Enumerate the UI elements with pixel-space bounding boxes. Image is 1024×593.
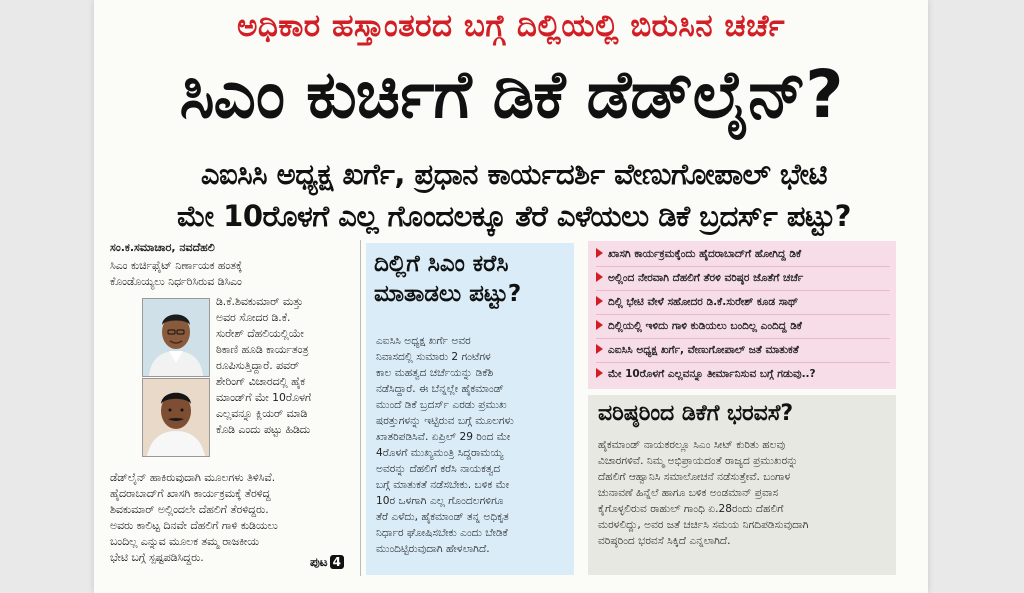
portrait-image bbox=[143, 379, 209, 456]
text-line: ವಿಚಾರಗಳಿವೆ. ನಿಮ್ಮ ಅಭಿಪ್ರಾಯದಂತೆ ರಾಜ್ಯದ ಪ್ರಮುಖರನ್ನು bbox=[598, 455, 798, 467]
text-line: ಕೊಡಿ ಎಂದು ಪಟ್ಟು ಹಿಡಿದು bbox=[216, 423, 311, 436]
text-line: ಭೇಟಿ ಬಗ್ಗೆ ಸ್ಪಷ್ಟಪಡಿಸಿದ್ದರು. bbox=[110, 551, 204, 564]
text-line: ಶೇರಿಂಗ್ ವಿಚಾರದಲ್ಲಿ ಹೈಕ bbox=[216, 375, 306, 388]
text-line: ನಿರ್ಧಾರ ಘೋಷಿಸಬೇಕು ಎಂದು ಬೇಡಿಕೆ bbox=[376, 527, 508, 539]
text-line: ಮುಂದೆ ಡಿಕೆ ಬ್ರದರ್ಸ್ ಎರಡು ಪ್ರಮುಖ bbox=[376, 399, 507, 411]
text-line: 4ರೊಳಗೆ ಮುಖ್ಯಮಂತ್ರಿ ಸಿದ್ದರಾಮಯ್ಯ bbox=[376, 447, 504, 459]
sidebar-box-cm-call bbox=[366, 243, 574, 575]
text-line: ಸುರೇಶ್ ದೆಹಲಿಯಲ್ಲಿಯೇ bbox=[216, 327, 304, 340]
photo-dk-suresh bbox=[142, 378, 210, 457]
highlight-item: ಎಐಸಿಸಿ ಅಧ್ಯಕ್ಷ ಖರ್ಗೆ, ವೇಣುಗೋಪಾಲ್ ಜತೆ ಮಾತುಕತೆ bbox=[596, 340, 892, 360]
text-line: ಮರಳಲಿದ್ದು, ಅವರ ಜತೆ ಚರ್ಚಿಸಿ ಸಮಯ ನಿಗದಿಪಡಿಸುವುದಾಗಿ bbox=[598, 519, 809, 531]
kicker-headline: ಅಧಿಕಾರ ಹಸ್ತಾಂತರದ ಬಗ್ಗೆ ದಿಲ್ಲಿಯಲ್ಲಿ ಬಿರುಸಿನ ಚರ್ಚೆ bbox=[236, 8, 786, 44]
text-line: ಷರತ್ತುಗಳನ್ನು ಇಟ್ಟಿರುವ ಬಗ್ಗೆ ಮೂಲಗಳು bbox=[376, 415, 514, 427]
text-line: 10ರ ಒಳಗಾಗಿ ಎಲ್ಲ ಗೊಂದಲಗಳಿಗೂ bbox=[376, 495, 504, 507]
column-divider bbox=[360, 240, 361, 576]
text-line: ಡೆಡ್‌ಲೈನ್ ಹಾಕಿರುವುದಾಗಿ ಮೂಲಗಳು ತಿಳಿಸಿವೆ. bbox=[110, 471, 276, 484]
divider bbox=[596, 266, 890, 267]
text-line: ಕಾಲ ಮಹತ್ವದ ಚರ್ಚೆಯನ್ನು ಡಿಕೆಶಿ bbox=[376, 367, 494, 379]
divider bbox=[596, 362, 890, 363]
box-heading: ವರಿಷ್ಠರಿಂದ ಡಿಕೆಗೆ ಭರವಸೆ? bbox=[598, 401, 794, 426]
newspaper-page bbox=[94, 0, 928, 593]
text-line: ವರಿಷ್ಠರಿಂದ ಭರವಸೆ ಸಿಕ್ಕಿದೆ ಎನ್ನಲಾಗಿದೆ. bbox=[598, 535, 731, 547]
highlights-box bbox=[588, 241, 896, 389]
box-body bbox=[376, 333, 566, 557]
article-lead bbox=[110, 258, 356, 290]
text-line: ನಿವಾಸದಲ್ಲಿ ಸುಮಾರು 2 ಗಂಟೆಗಳ bbox=[376, 351, 491, 363]
text-line: ಠಿಕಾಣಿ ಹೂಡಿ ಕಾರ್ಯತಂತ್ರ bbox=[216, 343, 309, 356]
text-line: ಅವರನ್ನು ದೆಹಲಿಗೆ ಕರೆಸಿ ನಾಯಕತ್ವದ bbox=[376, 463, 501, 475]
text-line: ಡಿ.ಕೆ.ಶಿವಕುಮಾರ್ ಮತ್ತು bbox=[216, 295, 304, 308]
text-line: ರೂಪಿಸುತ್ತಿದ್ದಾರೆ. ಪವರ್ bbox=[216, 359, 300, 372]
divider bbox=[596, 290, 890, 291]
subheadline-1: ಎಐಸಿಸಿ ಅಧ್ಯಕ್ಷ ಖರ್ಗೆ, ಪ್ರಧಾನ ಕಾರ್ಯದರ್ಶಿ ವೇಣುಗೋಪಾಲ್ ಭೇಟಿ bbox=[200, 157, 828, 191]
continued-on-page[interactable] bbox=[310, 555, 344, 570]
main-headline: ಸಿಎಂ ಕುರ್ಚಿಗೆ ಡಿಕೆ ಡೆಡ್‌ಲೈನ್? bbox=[179, 56, 843, 133]
portrait-image bbox=[143, 299, 209, 376]
divider bbox=[596, 314, 890, 315]
text-line: ಶಿವಕುಮಾರ್ ಅಲ್ಲಿಂದಲೇ ದೆಹಲಿಗೆ ತೆರಳಿದ್ದರು. bbox=[110, 503, 269, 516]
text-line: ಅವರ ಸೋದರ ಡಿ.ಕೆ. bbox=[216, 311, 291, 324]
heading-line: ಮಾತಾಡಲು ಪಟ್ಟು? bbox=[374, 281, 522, 307]
text-line: ಬಗ್ಗೆ ಮಾತುಕತೆ ನಡೆಸಬೇಕು. ಬಳಿಕ ಮೇ bbox=[376, 479, 510, 491]
text-line: ಹೈಕಮಾಂಡ್ ನಾಯಕರಲ್ಲೂ ಸಿಎಂ ಸೀಟ್ ಕುರಿತು ಹಲವು bbox=[598, 439, 786, 451]
text-line: ಎಐಸಿಸಿ ಅಧ್ಯಕ್ಷ ಖರ್ಗೆ ಅವರ bbox=[376, 335, 471, 347]
highlight-item: ಮೇ 10ರೊಳಗೆ ಎಲ್ಲವನ್ನೂ ತೀರ್ಮಾನಿಸುವ ಬಗ್ಗೆ ಗಡುವು..? bbox=[596, 364, 892, 384]
text-line: ಮಾಂಡ್‌ಗೆ ಮೇ 10ರೊಳಗೆ bbox=[216, 391, 312, 404]
subheadline-2: ಮೇ 10ರೊಳಗೆ ಎಲ್ಲ ಗೊಂದಲಕ್ಕೂ ತೆರೆ ಎಳೆಯಲು ಡಿಕೆ ಬ್ರದರ್ಸ್ ಪಟ್ಟು? bbox=[176, 199, 851, 233]
article-wrap-text bbox=[216, 294, 356, 438]
text-line: ಸಿಎಂ ಕುರ್ಚಿಫೈಟ್ ನಿರ್ಣಾಯಕ ಹಂತಕ್ಕೆ bbox=[110, 259, 243, 272]
text-line: ದೆಹಲಿಗೆ ಆಹ್ವಾನಿಸಿ ಸಮಾಲೋಚನೆ ನಡೆಸುತ್ತೇವೆ. ಬಂಗಾಳ bbox=[598, 471, 791, 483]
divider bbox=[596, 338, 890, 339]
text-line: ಹೈದರಾಬಾದ್‌ಗೆ ಖಾಸಗಿ ಕಾರ್ಯಕ್ರಮಕ್ಕೆ ತೆರಳಿದ್ದ bbox=[110, 487, 271, 500]
text-line: ಅವರು ಕಾಲಿಟ್ಟ ದಿನವೇ ದೆಹಲಿಗೆ ಗಾಳಿ ಕುಡಿಯಲು bbox=[110, 519, 278, 532]
continued-label: ಪುಟ bbox=[310, 555, 328, 569]
highlight-item: ಅಲ್ಲಿಂದ ನೇರವಾಗಿ ದೆಹಲಿಗೆ ತೆರಳಿ ವರಿಷ್ಠರ ಜೊತೆಗೆ ಚರ್ಚೆ bbox=[596, 268, 892, 288]
highlight-item: ದಿಲ್ಲಿ ಭೇಟಿ ವೇಳೆ ಸಹೋದರ ಡಿ.ಕೆ.ಸುರೇಶ್ ಕೂಡ ಸಾಥ್ bbox=[596, 292, 892, 312]
text-line: ಮುಂದಿಟ್ಟಿರುವುದಾಗಿ ಹೇಳಲಾಗಿದೆ. bbox=[376, 543, 490, 555]
text-line: ಎಲ್ಲವನ್ನೂ ಕ್ಲಿಯರ್ ಮಾಡಿ bbox=[216, 407, 308, 420]
dateline: ಸಂ.ಕ.ಸಮಾಚಾರ, ನವದೆಹಲಿ bbox=[110, 241, 215, 254]
photo-dk-shivakumar bbox=[142, 298, 210, 377]
continued-page-number: 4 bbox=[330, 555, 344, 569]
sidebar-box-assurance bbox=[588, 395, 896, 575]
text-line: ತೆರೆ ಎಳೆದು, ಹೈಕಮಾಂಡ್ ತನ್ನ ಅಧಿಕೃತ bbox=[376, 511, 509, 523]
highlight-item: ದಿಲ್ಲಿಯಲ್ಲಿ ಇಳಿದು ಗಾಳಿ ಕುಡಿಯಲು ಬಂದಿಲ್ಲ ಎಂದಿದ್ದ ಡಿಕೆ bbox=[596, 316, 892, 336]
text-line: ಕೊಂಡೊಯ್ಯಲು ನಿರ್ಧರಿಸಿರುವ ಡಿಸಿಎಂ bbox=[110, 275, 242, 288]
box-body bbox=[598, 437, 890, 549]
box-heading bbox=[374, 249, 569, 309]
text-line: ಚುನಾವಣೆ ಹಿನ್ನೆಲೆ ಹಾಗೂ ಬಳಿಕ ಅಂಡಮಾನ್ ಪ್ರವಾಸ bbox=[598, 487, 779, 499]
text-line: ನಡೆಸಿದ್ದಾರೆ. ಈ ಬೆನ್ನಲ್ಲೇ ಹೈಕಮಾಂಡ್ bbox=[376, 383, 504, 395]
highlight-item: ಖಾಸಗಿ ಕಾರ್ಯಕ್ರಮಕ್ಕೆಂದು ಹೈದರಾಬಾದ್‌ಗೆ ಹೋಗಿದ್ದ ಡಿಕೆ bbox=[596, 244, 892, 264]
heading-line: ದಿಲ್ಲಿಗೆ ಸಿಎಂ ಕರೆಸಿ bbox=[374, 251, 509, 277]
text-line: ಕೈಗೊಳ್ಳಲಿರುವ ರಾಹುಲ್ ಗಾಂಧಿ ಏ.28ರಂದು ದೆಹಲಿಗೆ bbox=[598, 503, 784, 515]
text-line: ಖಾತರಿಪಡಿಸಿವೆ. ಏಪ್ರಿಲ್ 29 ರಿಂದ ಮೇ bbox=[376, 431, 511, 443]
article-body bbox=[110, 470, 358, 566]
text-line: ಬಂದಿಲ್ಲ ಎನ್ನುವ ಮೂಲಕ ತಮ್ಮ ರಾಜಕೀಯ bbox=[110, 535, 259, 548]
